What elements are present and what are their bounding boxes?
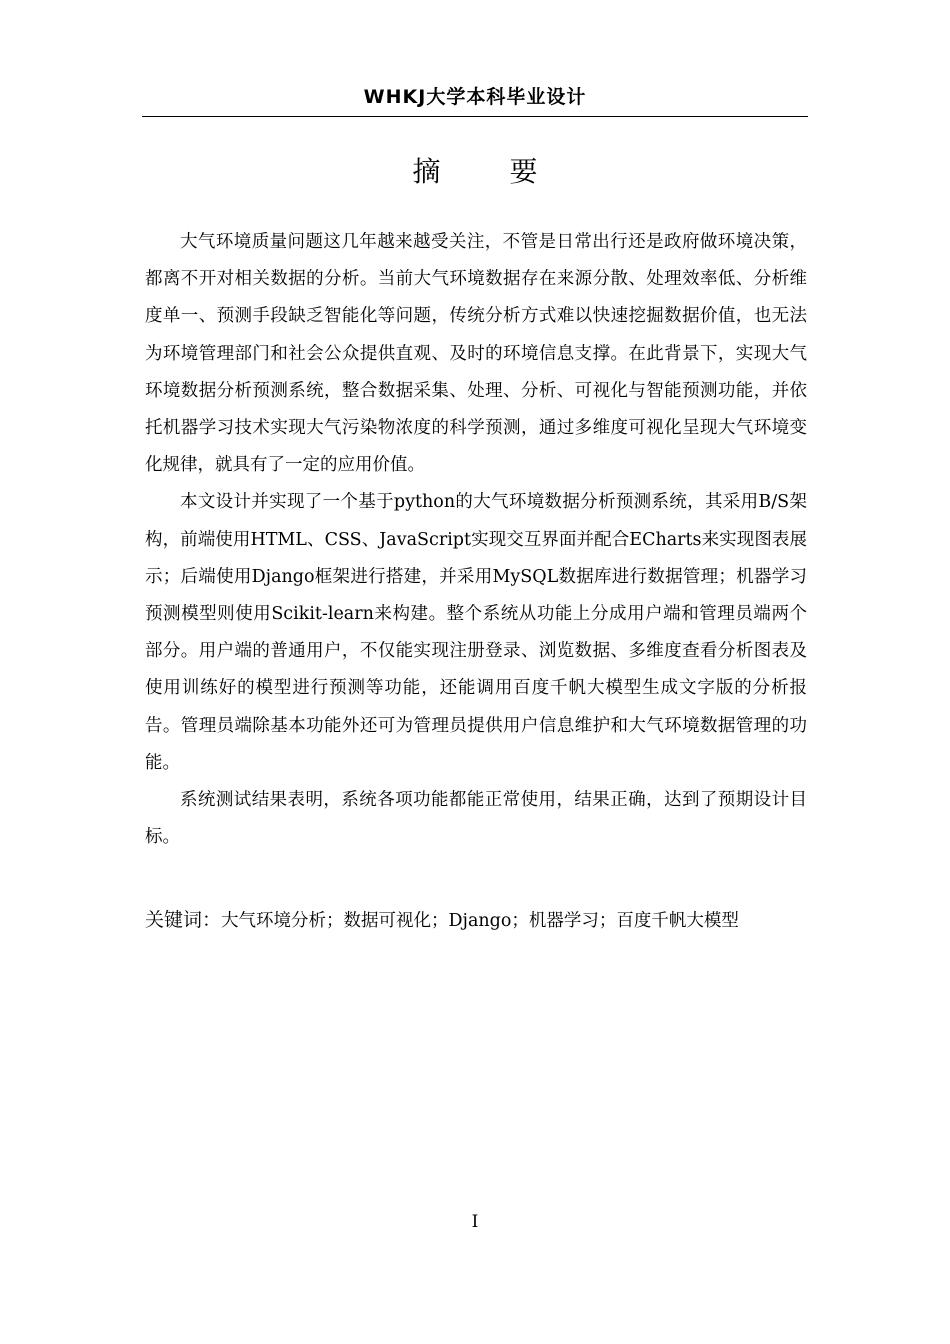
header-divider (142, 116, 808, 117)
page-header: WHKJ大学本科毕业设计 (363, 86, 587, 108)
abstract-paragraph-3: 系统测试结果表明，系统各项功能都能正常使用，结果正确，达到了预期设计目标。 (145, 790, 807, 848)
page-number: I (471, 1212, 479, 1232)
abstract-paragraph-1: 大气环境质量问题这几年越来越受关注，不管是日常出行还是政府做环境决策，都离不开对相关数据的分析。当前大气环境数据存在来源分散、处理效率低、分析维度单一、预测手段缺乏智能化等问题，传统分析方式难以快速挖掘数据价值，也无法为环境管理部门和社会公众提供直观、及时的环境信息支撑。在此背景下，实现大气环境数据分析预测系统，整合数据采集、处理、分析、可视化与智能预测功能，并依托机器学习技术实现大气污染物浓度的科学预测，通过多维度可视化呈现大气环境变化规律，就具有了一定的应用价值。 (145, 232, 807, 476)
abstract-body (145, 224, 807, 856)
abstract-paragraph-2: 本文设计并实现了一个基于python的大气环境数据分析预测系统，其采用B/S架构，前端使用HTML、CSS、JavaScript实现交互界面并配合ECharts来实现图表展示；后端使用Django框架进行搭建，并采用MySQL数据库进行数据管理；机器学习预测模型则使用Scikit-learn来构建。整个系统从功能上分成用户端和管理员端两个部分。用户端的普通用户，不仅能实现注册登录、浏览数据、多维度查看分析图表及使用训练好的模型进行预测等功能，还能调用百度千帆大模型生成文字版的分析报告。管理员端除基本功能外还可为管理员提供用户信息维护和大气环境数据管理的功能。 (145, 492, 807, 773)
keywords-line (145, 905, 807, 936)
keywords-text: 大气环境分析；数据可视化；Django；机器学习；百度千帆大模型 (221, 911, 739, 931)
abstract-title: 摘 要 (412, 155, 568, 188)
keywords-label: 关键词： (145, 909, 222, 931)
